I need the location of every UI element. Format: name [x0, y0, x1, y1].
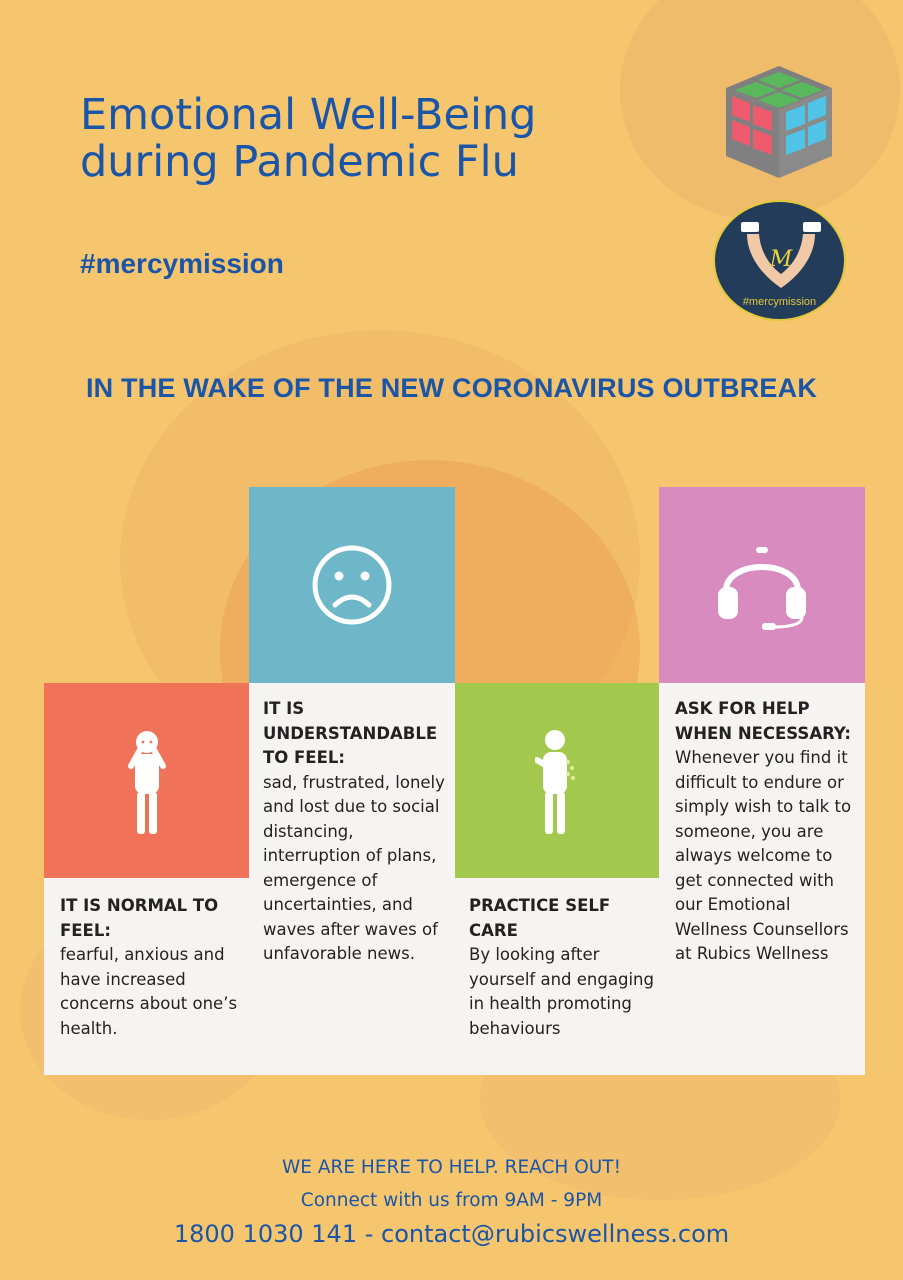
hands-heart-icon	[733, 216, 829, 292]
badge-text: #mercymission	[742, 296, 817, 308]
footer-cta: WE ARE HERE TO HELP. REACH OUT!	[281, 1157, 622, 1178]
tile-teal	[249, 487, 455, 683]
tile-green	[455, 683, 659, 878]
svg-text:M: M	[769, 247, 793, 272]
card-3-text	[469, 894, 654, 1041]
hashtag: #mercymission	[80, 248, 284, 279]
email-address[interactable]: contact@rubicswellness.com	[381, 1220, 730, 1248]
card-1-body: fearful, anxious and have increased concerns about one’s health.	[60, 945, 238, 1038]
card-2-body: sad, frustrated, lonely and lost due to social distancing, interruption of plans, emergence of uncertainties, and waves after waves of unfavorable news.	[263, 772, 445, 963]
headline: IN THE WAKE OF THE NEW CORONAVIRUS OUTBREAK	[85, 373, 818, 403]
card-4-text	[675, 697, 860, 967]
mercymission-badge	[713, 200, 846, 321]
contact-separator: -	[357, 1220, 382, 1248]
card-3-body: By looking after yourself and engaging in health promoting behaviours	[469, 945, 654, 1038]
self-care-person-icon	[535, 726, 579, 836]
card-1-text	[60, 894, 245, 1041]
card-1-heading: IT IS NORMAL TO FEEL:	[60, 896, 219, 940]
cube-logo-icon	[720, 62, 838, 182]
card-3-heading: PRACTICE SELF CARE	[469, 896, 611, 940]
card-2-heading: IT IS UNDERSTANDABLE TO FEEL:	[263, 699, 438, 767]
sad-face-icon	[310, 543, 394, 627]
footer-hours: Connect with us from 9AM - 9PM	[300, 1190, 603, 1211]
page-title: Emotional Well-Being during Pandemic Flu	[80, 90, 537, 187]
card-4-body: Whenever you find it difficult to endure or simply wish to talk to someone, you are always welcome to get connected with our Emotional Wellness Counsellors at Rubics Wellness	[675, 748, 852, 963]
worried-person-icon	[127, 726, 167, 836]
card-2-text	[263, 697, 449, 967]
tile-red	[44, 683, 249, 878]
card-4-heading: ASK FOR HELP WHEN NECESSARY:	[675, 699, 852, 743]
footer-contact	[0, 1220, 903, 1248]
tile-pink	[659, 487, 865, 683]
phone-number[interactable]: 1800 1030 141	[173, 1220, 358, 1248]
headset-icon	[712, 539, 812, 631]
